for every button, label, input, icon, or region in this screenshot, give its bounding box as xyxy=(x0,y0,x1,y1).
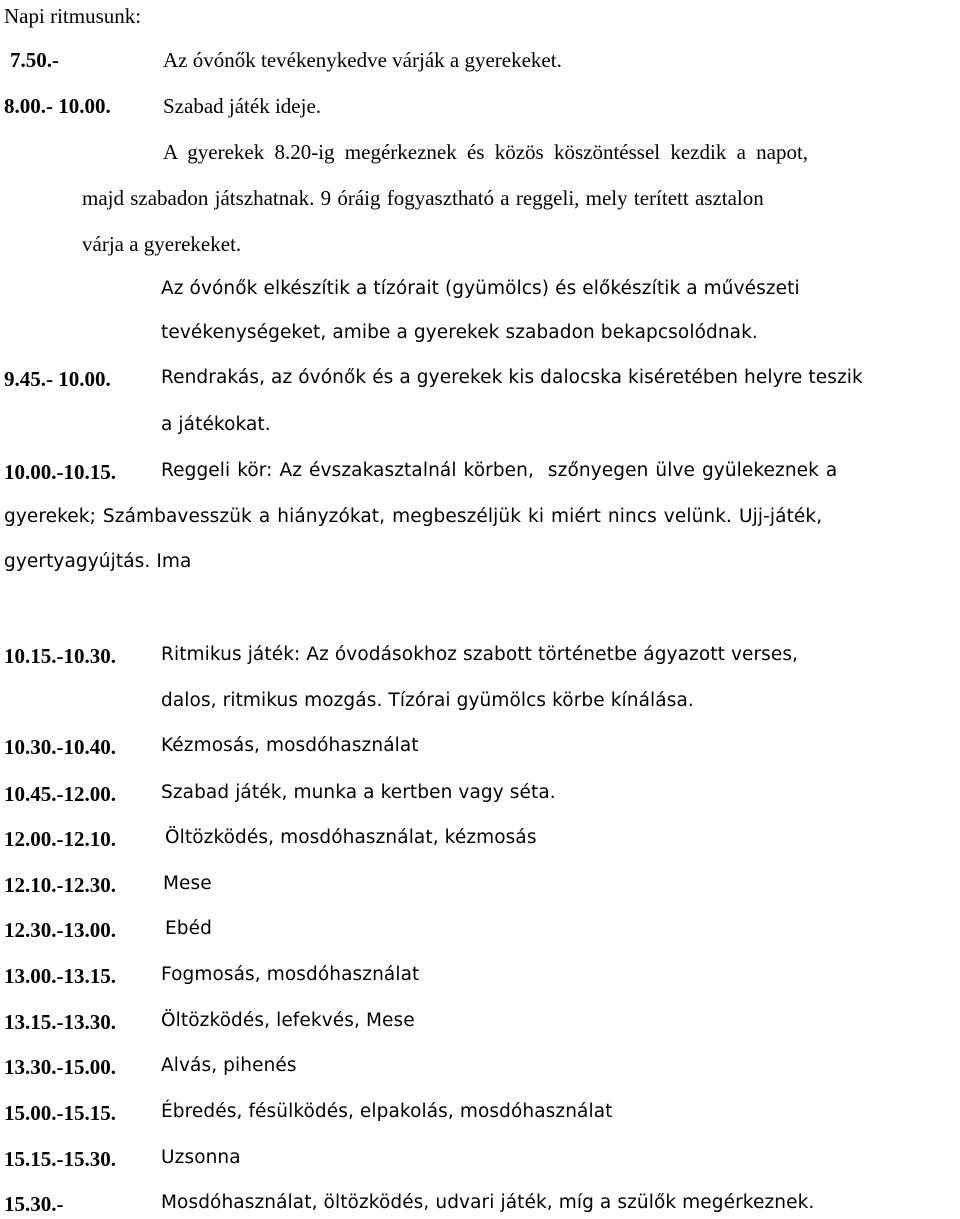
activity-text: Ébredés, fésülködés, elpakolás, mosdóhasználat xyxy=(161,1101,613,1122)
activity-text: Fogmosás, mosdóhasználat xyxy=(161,964,420,985)
page-title: Napi ritmusunk: xyxy=(4,4,142,28)
time-label: 10.45.-12.00. xyxy=(4,782,116,806)
activity-text: Szabad játék ideje. xyxy=(163,94,322,118)
activity-text: Rendrakás, az óvónők és a gyerekek kis dalocska kiséretében helyre teszik xyxy=(161,367,863,388)
time-label: 13.15.-13.30. xyxy=(4,1010,116,1034)
activity-text: Reggeli kör: Az évszakasztalnál körben, szőnyegen ülve gyülekeznek a xyxy=(161,460,838,481)
time-label: 7.50.- xyxy=(10,48,59,72)
activity-text: Ritmikus játék: Az óvodásokhoz szabott történetbe ágyazott verses, xyxy=(161,644,799,665)
time-label: 12.30.-13.00. xyxy=(4,918,116,942)
activity-text: dalos, ritmikus mozgás. Tízórai gyümölcs körbe kínálása. xyxy=(161,690,694,711)
time-label: 12.10.-12.30. xyxy=(4,873,116,897)
time-label: 8.00.- 10.00. xyxy=(4,94,111,118)
activity-text: Az óvónők elkészítik a tízórait (gyümölcs) és előkészítik a művészeti xyxy=(161,278,800,299)
activity-text: tevékenységeket, amibe a gyerekek szabadon bekapcsolódnak. xyxy=(161,322,758,343)
time-label: 15.15.-15.30. xyxy=(4,1147,116,1171)
time-label: 10.15.-10.30. xyxy=(4,644,116,668)
activity-text: a játékokat. xyxy=(161,414,271,435)
activity-text: várja a gyerekeket. xyxy=(82,232,242,256)
time-label: 12.00.-12.10. xyxy=(4,827,116,851)
time-label: 15.30.- xyxy=(4,1192,64,1216)
time-label: 10.00.-10.15. xyxy=(4,460,116,484)
activity-text: gyerekek; Számbavesszük a hiányzókat, megbeszéljük ki miért nincs velünk. Ujj-játék, xyxy=(4,506,823,527)
activity-text: Kézmosás, mosdóhasználat xyxy=(161,735,419,756)
time-label: 15.00.-15.15. xyxy=(4,1101,116,1125)
activity-text: majd szabadon játszhatnak. 9 óráig fogyasztható a reggeli, mely terített asztalon xyxy=(82,186,764,210)
activity-text: Alvás, pihenés xyxy=(161,1055,297,1076)
activity-text: Mosdóhasználat, öltözködés, udvari játék, míg a szülők megérkeznek. xyxy=(161,1192,815,1213)
activity-text: A gyerekek 8.20-ig megérkeznek és közös köszöntéssel kezdik a napot, xyxy=(163,140,809,164)
time-label: 13.30.-15.00. xyxy=(4,1055,116,1079)
activity-text: Öltözködés, mosdóhasználat, kézmosás xyxy=(165,827,537,848)
activity-text: Öltözködés, lefekvés, Mese xyxy=(161,1010,415,1031)
time-label: 13.00.-13.15. xyxy=(4,964,116,988)
activity-text: Ebéd xyxy=(165,918,212,939)
activity-text: Szabad játék, munka a kertben vagy séta. xyxy=(161,782,556,803)
time-label: 9.45.- 10.00. xyxy=(4,367,111,391)
activity-text: Az óvónők tevékenykedve várják a gyerekeket. xyxy=(163,48,562,72)
activity-text: Mese xyxy=(163,873,212,894)
time-label: 10.30.-10.40. xyxy=(4,735,116,759)
activity-text: Uzsonna xyxy=(161,1147,241,1168)
activity-text: gyertyagyújtás. Ima xyxy=(4,551,192,572)
